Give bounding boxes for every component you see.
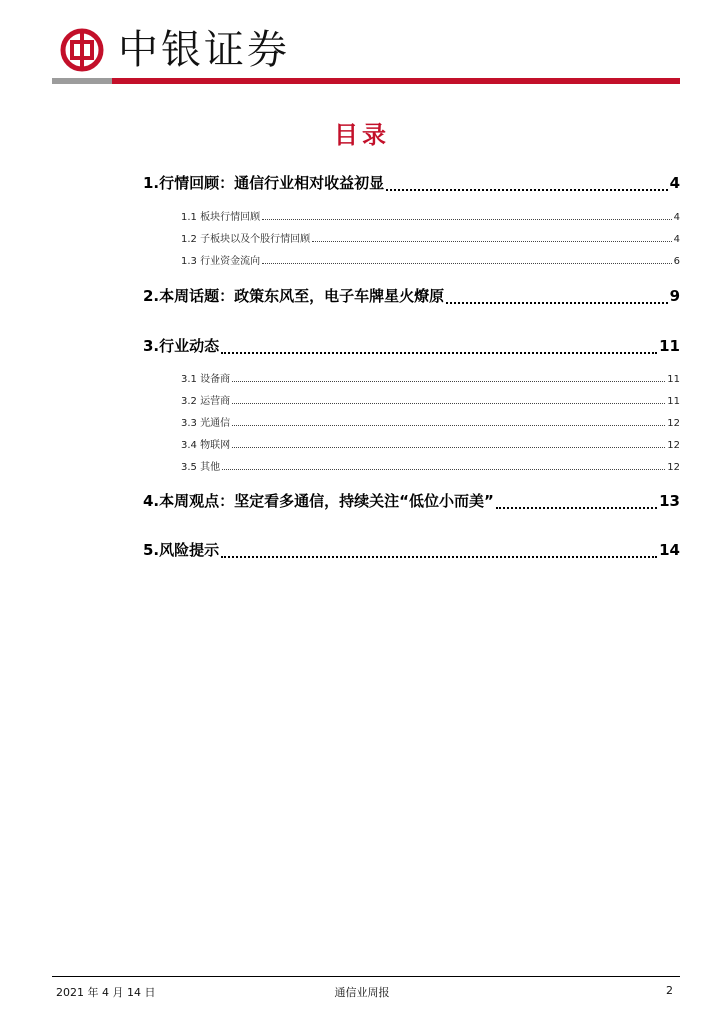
bank-of-china-logo-icon <box>60 28 104 72</box>
toc-entry-label: 行情回顾：通信行业相对收益初显 <box>159 174 385 192</box>
toc-entry-number: 1.2 <box>181 234 197 245</box>
footer-page-number: 2 <box>666 984 673 997</box>
toc-entry-label: 物联网 <box>200 440 231 451</box>
toc-entry-label: 设备商 <box>200 374 231 385</box>
toc-entry-page: 12 <box>667 418 680 429</box>
toc-entry-page: 6 <box>673 256 680 267</box>
toc-entry-label: 子板块以及个股行情回顾 <box>200 234 311 245</box>
toc-entry-1-3[interactable] <box>181 252 680 266</box>
toc-entry-number: 3.2 <box>181 396 197 407</box>
toc-entry-page: 12 <box>667 440 680 451</box>
toc-entry-number: 1. <box>143 174 160 192</box>
toc-leader-dots <box>496 507 657 509</box>
toc-leader-dots <box>262 263 672 264</box>
footer-date: 2021 年 4 月 14 日 <box>56 986 156 999</box>
toc-leader-dots <box>262 219 672 220</box>
toc-entry-label: 本周观点：坚定看多通信，持续关注“低位小而美” <box>159 492 494 510</box>
toc-entry-number: 3.1 <box>181 374 197 385</box>
toc-entry-page: 4 <box>669 174 680 192</box>
toc-entry-number: 1.1 <box>181 212 197 223</box>
toc-entry-page: 13 <box>659 492 680 510</box>
toc-leader-dots <box>446 302 667 304</box>
toc-entry-number: 3. <box>143 337 160 355</box>
toc-entry-page: 12 <box>667 462 680 473</box>
toc-entry-label: 运营商 <box>200 396 231 407</box>
toc-leader-dots <box>222 469 665 470</box>
toc-entry-label: 板块行情回顾 <box>200 212 261 223</box>
toc-entry-label: 行业资金流向 <box>200 256 261 267</box>
toc-entry-number: 3.5 <box>181 462 197 473</box>
toc-entry-page: 11 <box>659 337 680 355</box>
toc-entry-3-2[interactable] <box>181 392 680 406</box>
toc-leader-dots <box>232 403 665 404</box>
toc-entry-1-2[interactable] <box>181 230 680 244</box>
toc-entry-number: 5. <box>143 541 160 559</box>
toc-entry-page: 14 <box>659 541 680 559</box>
header-rule-grey <box>52 78 112 84</box>
toc-entry-number: 1.3 <box>181 256 197 267</box>
toc-leader-dots <box>386 189 667 191</box>
toc-entry-3-1[interactable] <box>181 370 680 384</box>
toc-leader-dots <box>312 241 672 242</box>
toc-entry-number: 3.3 <box>181 418 197 429</box>
toc-entry-page: 9 <box>669 287 680 305</box>
toc-entry-page: 4 <box>673 234 680 245</box>
footer-rule <box>52 976 680 977</box>
toc-entry-3-3[interactable] <box>181 414 680 428</box>
brand-name: 中银证券 <box>118 27 290 73</box>
toc-leader-dots <box>221 352 657 354</box>
header-rule-red <box>112 78 680 84</box>
toc-entry-3-4[interactable] <box>181 436 680 450</box>
toc-entry-3[interactable] <box>143 335 680 357</box>
toc-leader-dots <box>232 425 665 426</box>
toc-entry-1-1[interactable] <box>181 208 680 222</box>
toc-leader-dots <box>221 556 657 558</box>
footer-report-name: 通信业周报 <box>334 986 390 999</box>
toc-entry-4[interactable] <box>143 490 680 512</box>
toc-entry-label: 本周话题：政策东风至，电子车牌星火燎原 <box>159 287 445 305</box>
toc-entry-label: 风险提示 <box>159 541 220 559</box>
toc-entry-page: 11 <box>667 396 680 407</box>
page-header <box>0 0 724 90</box>
toc-entry-number: 2. <box>143 287 160 305</box>
toc-entry-number: 3.4 <box>181 440 197 451</box>
toc-entry-label: 行业动态 <box>159 337 220 355</box>
toc-entry-page: 4 <box>673 212 680 223</box>
toc-entry-1[interactable] <box>143 172 680 194</box>
toc-leader-dots <box>232 447 665 448</box>
toc-entry-3-5[interactable] <box>181 458 680 472</box>
toc-entry-2[interactable] <box>143 285 680 307</box>
toc-entry-page: 11 <box>667 374 680 385</box>
toc-title: 目录 <box>334 121 390 149</box>
toc-entry-5[interactable] <box>143 539 680 561</box>
toc-entry-label: 光通信 <box>200 418 231 429</box>
toc-entry-label: 其他 <box>200 462 221 473</box>
toc-entry-number: 4. <box>143 492 160 510</box>
toc-leader-dots <box>232 381 665 382</box>
